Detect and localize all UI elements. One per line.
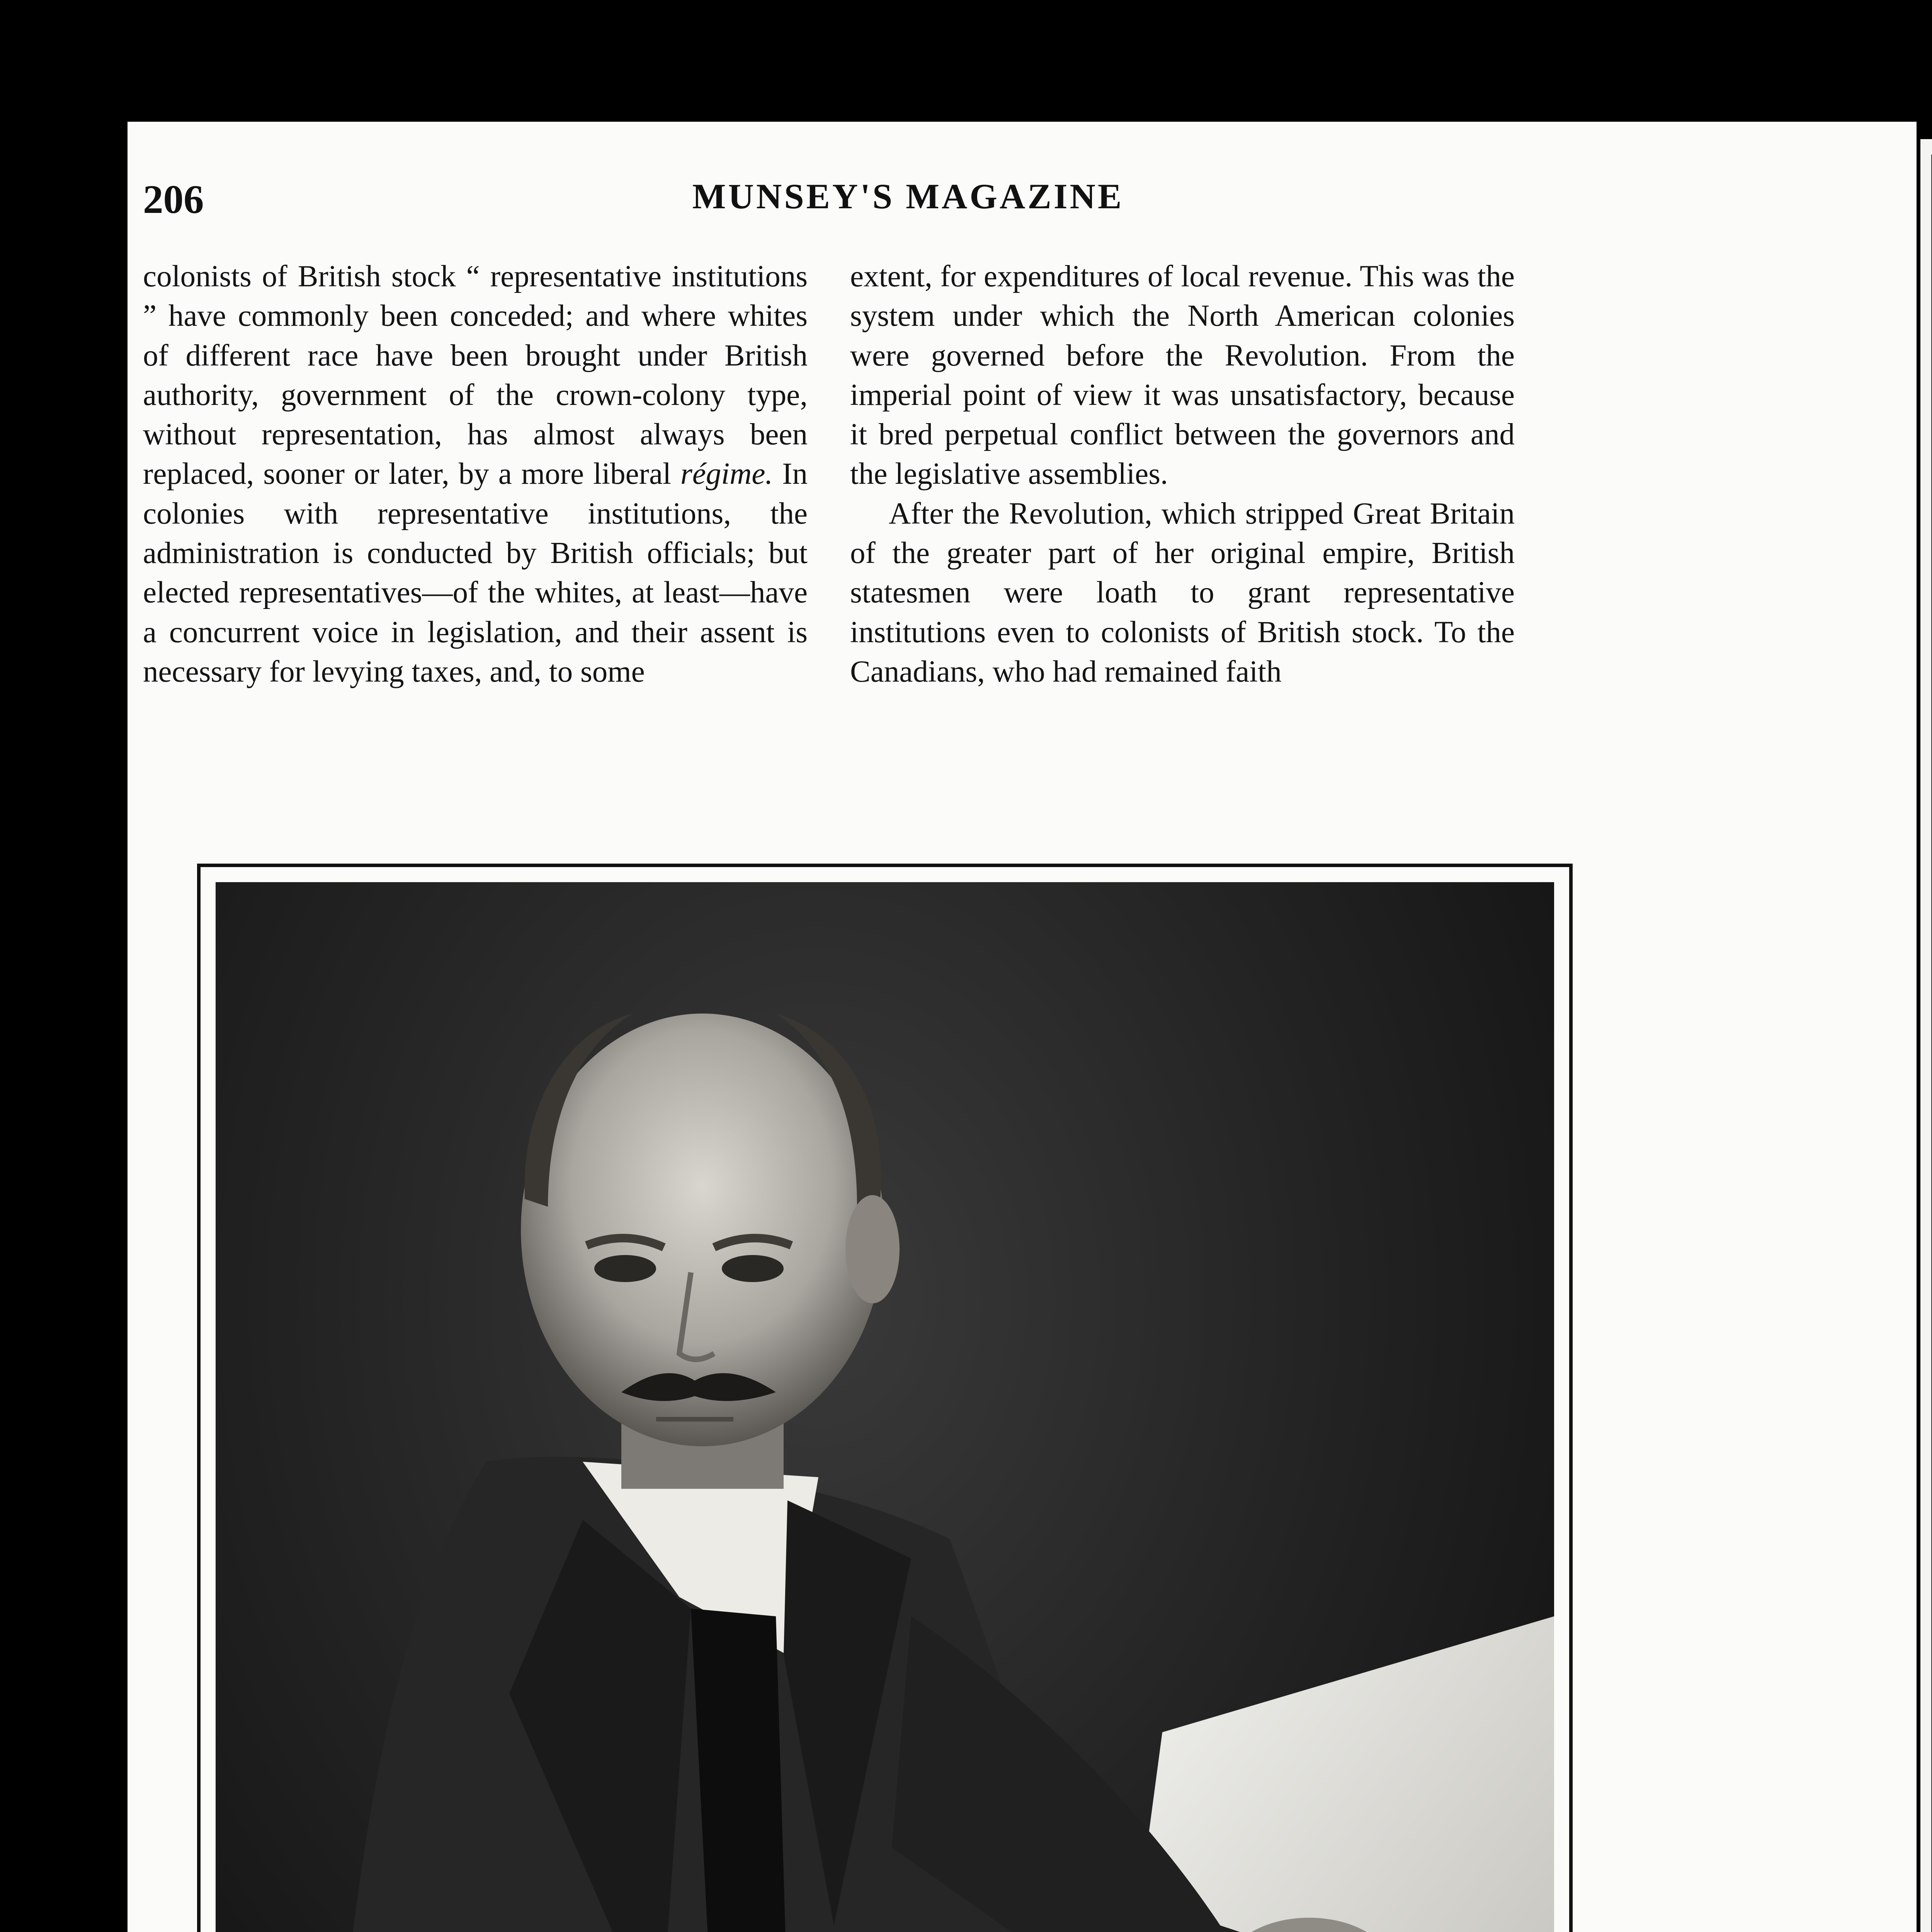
left-text-b: In colonies with representative institutions, the administration is conducted by British officials; but elected representatives—of the whites, at least—have a concurrent voice in legislation, and their assent is necessary for levying taxes, and, to some: [143, 457, 808, 689]
page-number: 206: [143, 177, 204, 222]
left-text-a: colonists of British stock “ representative institutions ” have commonly been conceded; and where whites of different race have been brought under British authority, government of the crown-colony type, without representation, has almost always been replaced, sooner or later, by a more liberal: [143, 260, 808, 491]
left-text-italic: régime.: [680, 457, 773, 491]
adjacent-page-edge: [1920, 139, 1932, 1932]
right-paragraph-2: After the Revolution, which stripped Great Britain of the greater part of her original empire, British statesmen were loath to grant representative institutions even to colonists of British stock. To the Canadians, who had remained faith: [850, 497, 1515, 689]
right-column: [850, 257, 1515, 692]
right-paragraph-1: extent, for expenditures of local revenue. This was the system under which the North American colonies were governed before the Revolution. From the imperial point of view it was unsatisfactory, because it bred perpetual conflict between the governors and the legislative assemblies.: [850, 260, 1515, 491]
portrait-illustration: [216, 882, 1554, 1932]
running-head: MUNSEY'S MAGAZINE: [692, 177, 1124, 216]
left-paragraph: [143, 257, 808, 692]
portrait-photograph: [216, 882, 1554, 1932]
left-column: [143, 257, 808, 692]
